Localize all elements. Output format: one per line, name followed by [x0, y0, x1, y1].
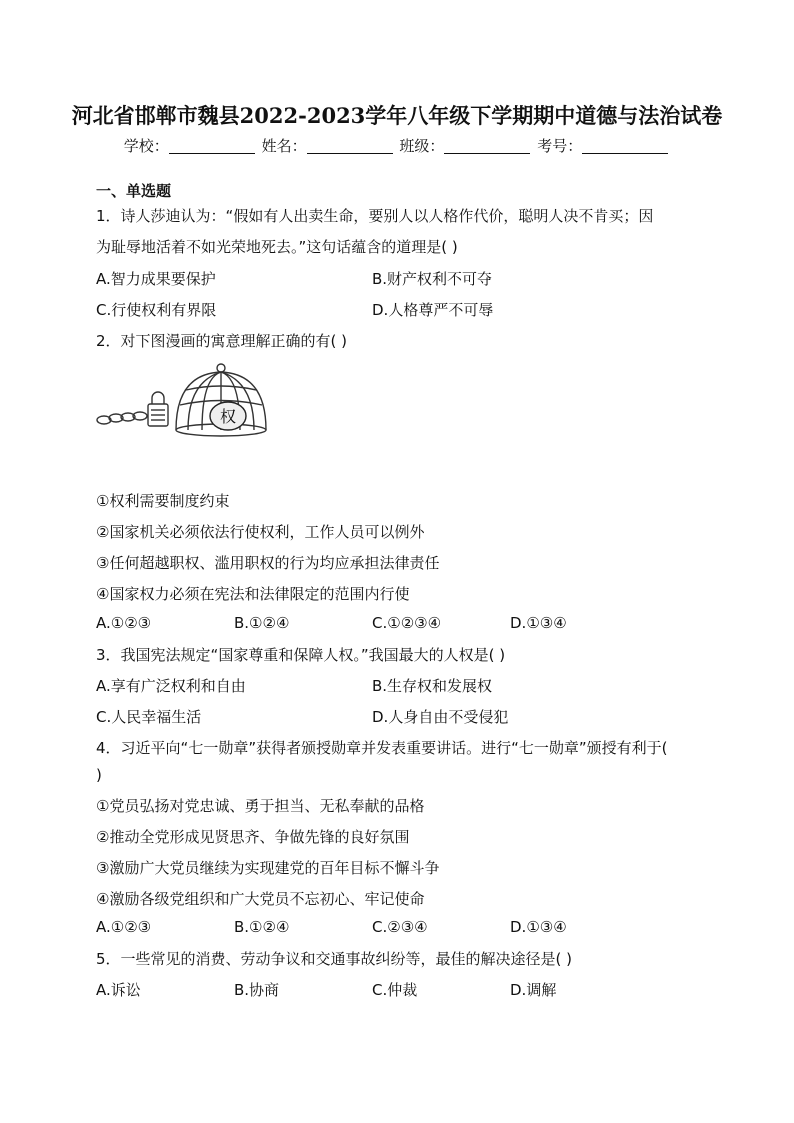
q2-option-a: A.①②③ — [96, 614, 152, 632]
q3-stem: 3．我国宪法规定“国家尊重和保障人权。”我国最大的人权是( ) — [96, 646, 506, 664]
q4-option-b: B.①②④ — [234, 918, 290, 936]
q3-option-c: C.人民幸福生活 — [96, 708, 202, 726]
q4-option-c: C.②③④ — [372, 918, 428, 936]
q2-option-d: D.①③④ — [510, 614, 567, 632]
q1-option-b: B.财产权利不可夺 — [372, 270, 493, 288]
q5-option-a: A.诉讼 — [96, 981, 141, 999]
q1-option-c: C.行使权利有界限 — [96, 301, 217, 319]
q3-option-b: B.生存权和发展权 — [372, 677, 493, 695]
school-blank[interactable] — [169, 139, 255, 154]
q5-option-b: B.协商 — [234, 981, 280, 999]
number-blank[interactable] — [582, 139, 668, 154]
q4-stem-line2: ) — [96, 766, 102, 784]
student-info-row — [0, 135, 794, 156]
q2-option-b: B.①②④ — [234, 614, 290, 632]
q4-statement-4: ④激励各级党组织和广大党员不忘初心、牢记使命 — [96, 890, 425, 908]
page-title: 河北省邯郸市魏县2022-2023学年八年级下学期期中道德与法治试卷 — [71, 103, 723, 128]
cage-power-label: 权 — [219, 407, 237, 426]
q4-statement-1: ①党员弘扬对党忠诚、勇于担当、无私奉献的品格 — [96, 797, 425, 815]
q3-option-a: A.享有广泛权利和自由 — [96, 677, 246, 695]
q3-option-d: D.人身自由不受侵犯 — [372, 708, 509, 726]
q1-option-a: A.智力成果要保护 — [96, 270, 216, 288]
q5-option-d: D.调解 — [510, 981, 557, 999]
name-blank[interactable] — [307, 139, 393, 154]
q4-option-d: D.①③④ — [510, 918, 567, 936]
q4-option-a: A.①②③ — [96, 918, 152, 936]
q2-statement-2: ②国家机关必须依法行使权利，工作人员可以例外 — [96, 523, 425, 541]
q1-option-d: D.人格尊严不可辱 — [372, 301, 494, 319]
q2-option-c: C.①②③④ — [372, 614, 442, 632]
section-heading: 一、单选题 — [96, 182, 172, 200]
school-label: 学校： — [123, 137, 169, 155]
q2-statement-4: ④国家权力必须在宪法和法律限定的范围内行使 — [96, 585, 410, 603]
q4-stem-line1: 4．习近平向“七一勋章”获得者颁授勋章并发表重要讲话。进行“七一勋章”颁授有利于( — [96, 739, 668, 757]
number-label: 考号： — [537, 137, 583, 155]
power-cage-cartoon — [96, 360, 276, 440]
q4-statement-3: ③激励广大党员继续为实现建党的百年目标不懈斗争 — [96, 859, 440, 877]
q4-statement-2: ②推动全党形成见贤思齐、争做先锋的良好氛围 — [96, 828, 410, 846]
q5-option-c: C.仲裁 — [372, 981, 418, 999]
q5-stem: 5．一些常见的消费、劳动争议和交通事故纠纷等，最佳的解决途径是( ) — [96, 950, 573, 968]
q1-stem-line2: 为耻辱地活着不如光荣地死去。”这句话蕴含的道理是( ) — [96, 238, 458, 256]
q2-statement-3: ③任何超越职权、滥用职权的行为均应承担法律责任 — [96, 554, 440, 572]
q2-statement-1: ①权利需要制度约束 — [96, 492, 230, 510]
q2-stem: 2．对下图漫画的寓意理解正确的有( ) — [96, 332, 348, 350]
class-blank[interactable] — [444, 139, 530, 154]
name-label: 姓名： — [261, 137, 307, 155]
q1-stem-line1: 1．诗人莎迪认为：“假如有人出卖生命，要别人以人格作代价，聪明人决不肯买；因 — [96, 207, 654, 225]
class-label: 班级： — [399, 137, 445, 155]
